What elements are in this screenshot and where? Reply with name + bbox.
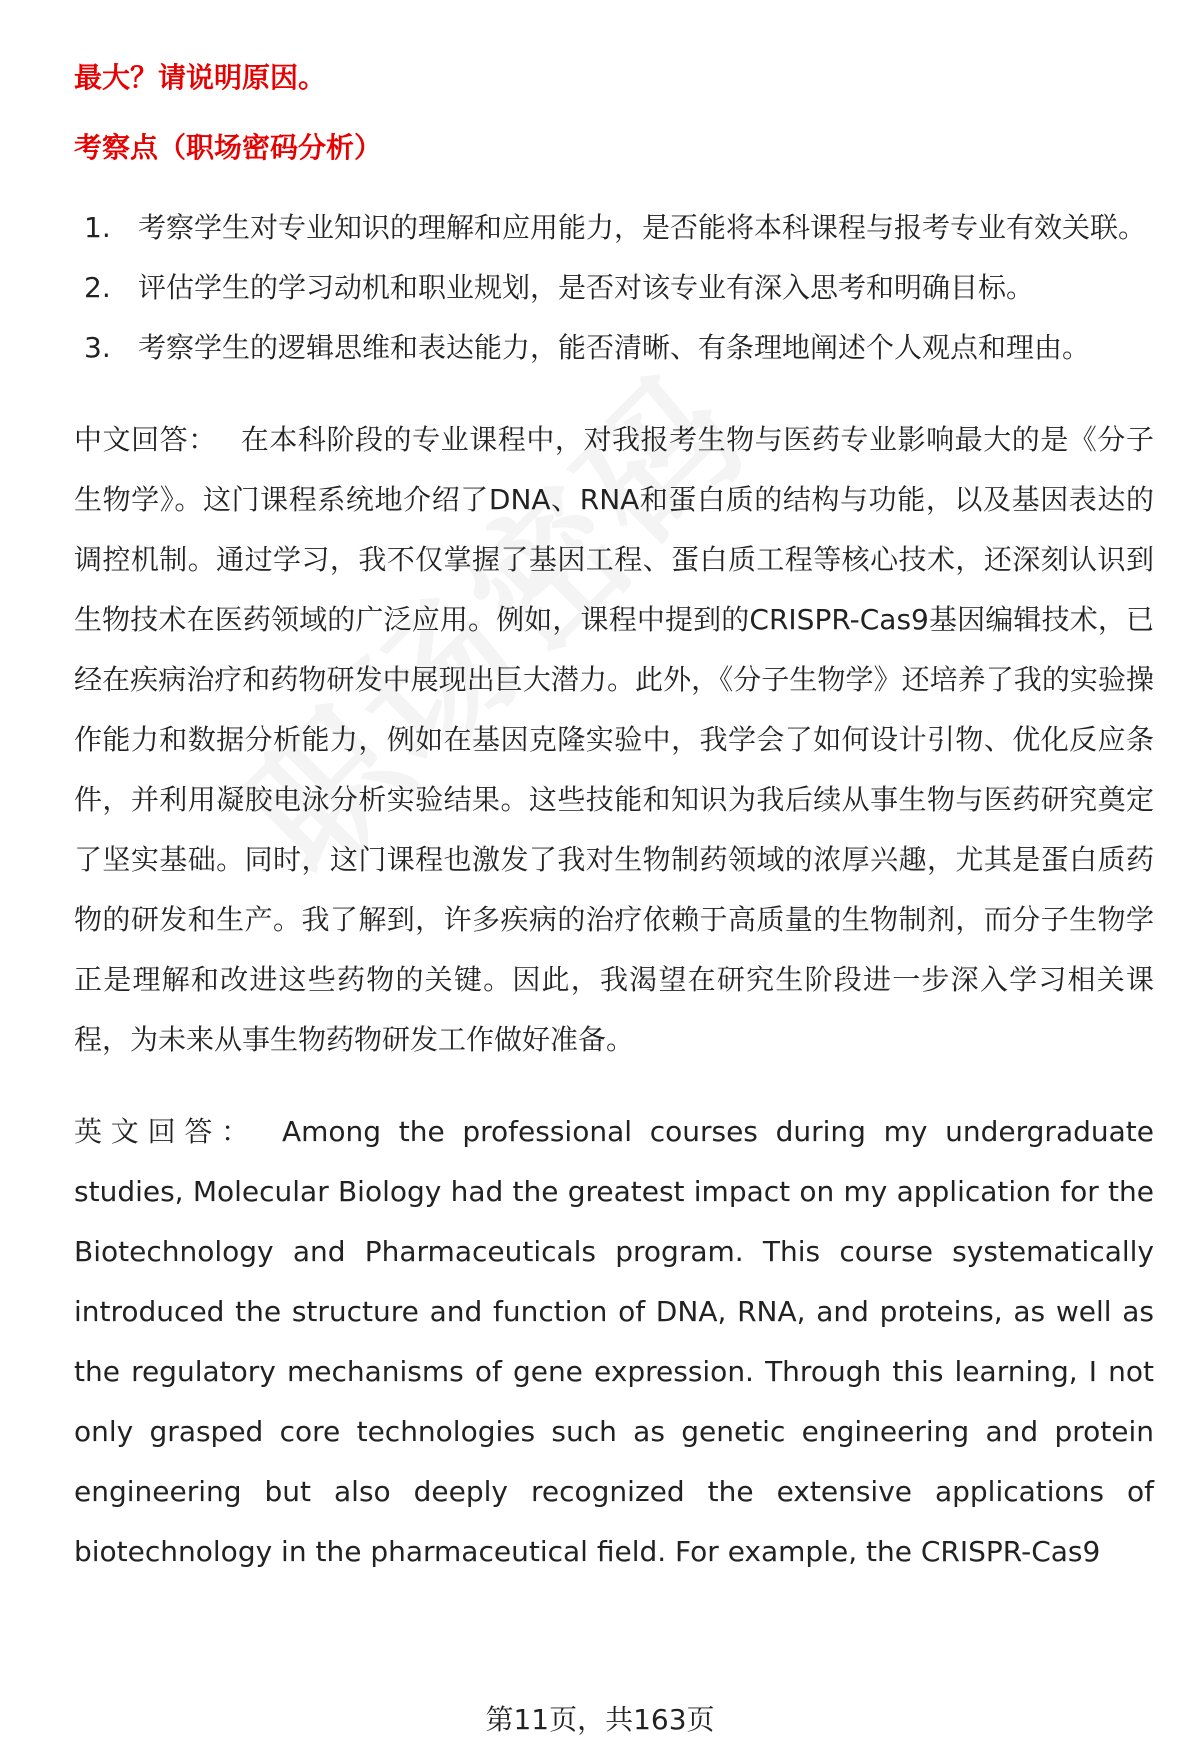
chinese-answer-paragraph [74,410,1154,1070]
list-item-text: 考察学生对专业知识的理解和应用能力，是否能将本科课程与报考专业有效关联。 [138,211,1147,244]
list-item [74,318,1154,378]
chinese-answer-text: 在本科阶段的专业课程中，对我报考生物与医药专业影响最大的是《分子生物学》。这门课程系统地介绍了DNA、RNA和蛋白质的结构与功能，以及基因表达的调控机制。通过学习，我不仅掌握了基因工程、蛋白质工程等核心技术，还深刻认识到生物技术在医药领域的广泛应用。例如，课程中提到的CRISPR-Cas9基因编辑技术，已经在疾病治疗和药物研发中展现出巨大潜力。此外，《分子生物学》还培养了我的实验操作能力和数据分析能力，例如在基因克隆实验中，我学会了如何设计引物、优化反应条件，并利用凝胶电泳分析实验结果。这些技能和知识为我后续从事生物与医药研究奠定了坚实基础。同时，这门课程也激发了我对生物制药领域的浓厚兴趣，尤其是蛋白质药物的研发和生产。我了解到，许多疾病的治疗依赖于高质量的生物制剂，而分子生物学正是理解和改进这些药物的关键。因此，我渴望在研究生阶段进一步深入学习相关课程，为未来从事生物药物研发工作做好准备。 [74,423,1154,1056]
list-item-text: 考察学生的逻辑思维和表达能力，能否清晰、有条理地阐述个人观点和理由。 [138,331,1091,364]
list-item-number: 1. [84,211,111,244]
question-tail-heading: 最大？请说明原因。 [74,61,327,94]
english-answer-paragraph [74,1102,1154,1582]
english-answer-label: 英文回答： [74,1115,258,1148]
list-item-number: 3. [84,331,111,364]
list-item [74,258,1154,318]
list-item [74,198,1154,258]
analysis-points-list [74,198,1154,378]
list-item-number: 2. [84,271,111,304]
page-content [74,52,1154,1582]
list-item-text: 评估学生的学习动机和职业规划，是否对该专业有深入思考和明确目标。 [138,271,1035,304]
page-number-footer: 第11页，共163页 [485,1703,715,1736]
analysis-heading: 考察点（职场密码分析） [74,131,383,164]
chinese-answer-label: 中文回答： [74,423,217,456]
english-answer-text: Among the professional courses during my undergraduate studies, Molecular Biology had the greatest impact on my application for the Biotechnology and Pharmaceuticals program. This course systematically introduced the structure and function of DNA, RNA, and proteins, as well as the regulatory mechanisms of gene expression. Through this learning, I not only grasped core technologies such as genetic engineering and protein engineering but also deeply recognized the extensive applications of biotechnology in the pharmaceutical field. For example, the CRISPR-Cas9 [74,1115,1154,1568]
